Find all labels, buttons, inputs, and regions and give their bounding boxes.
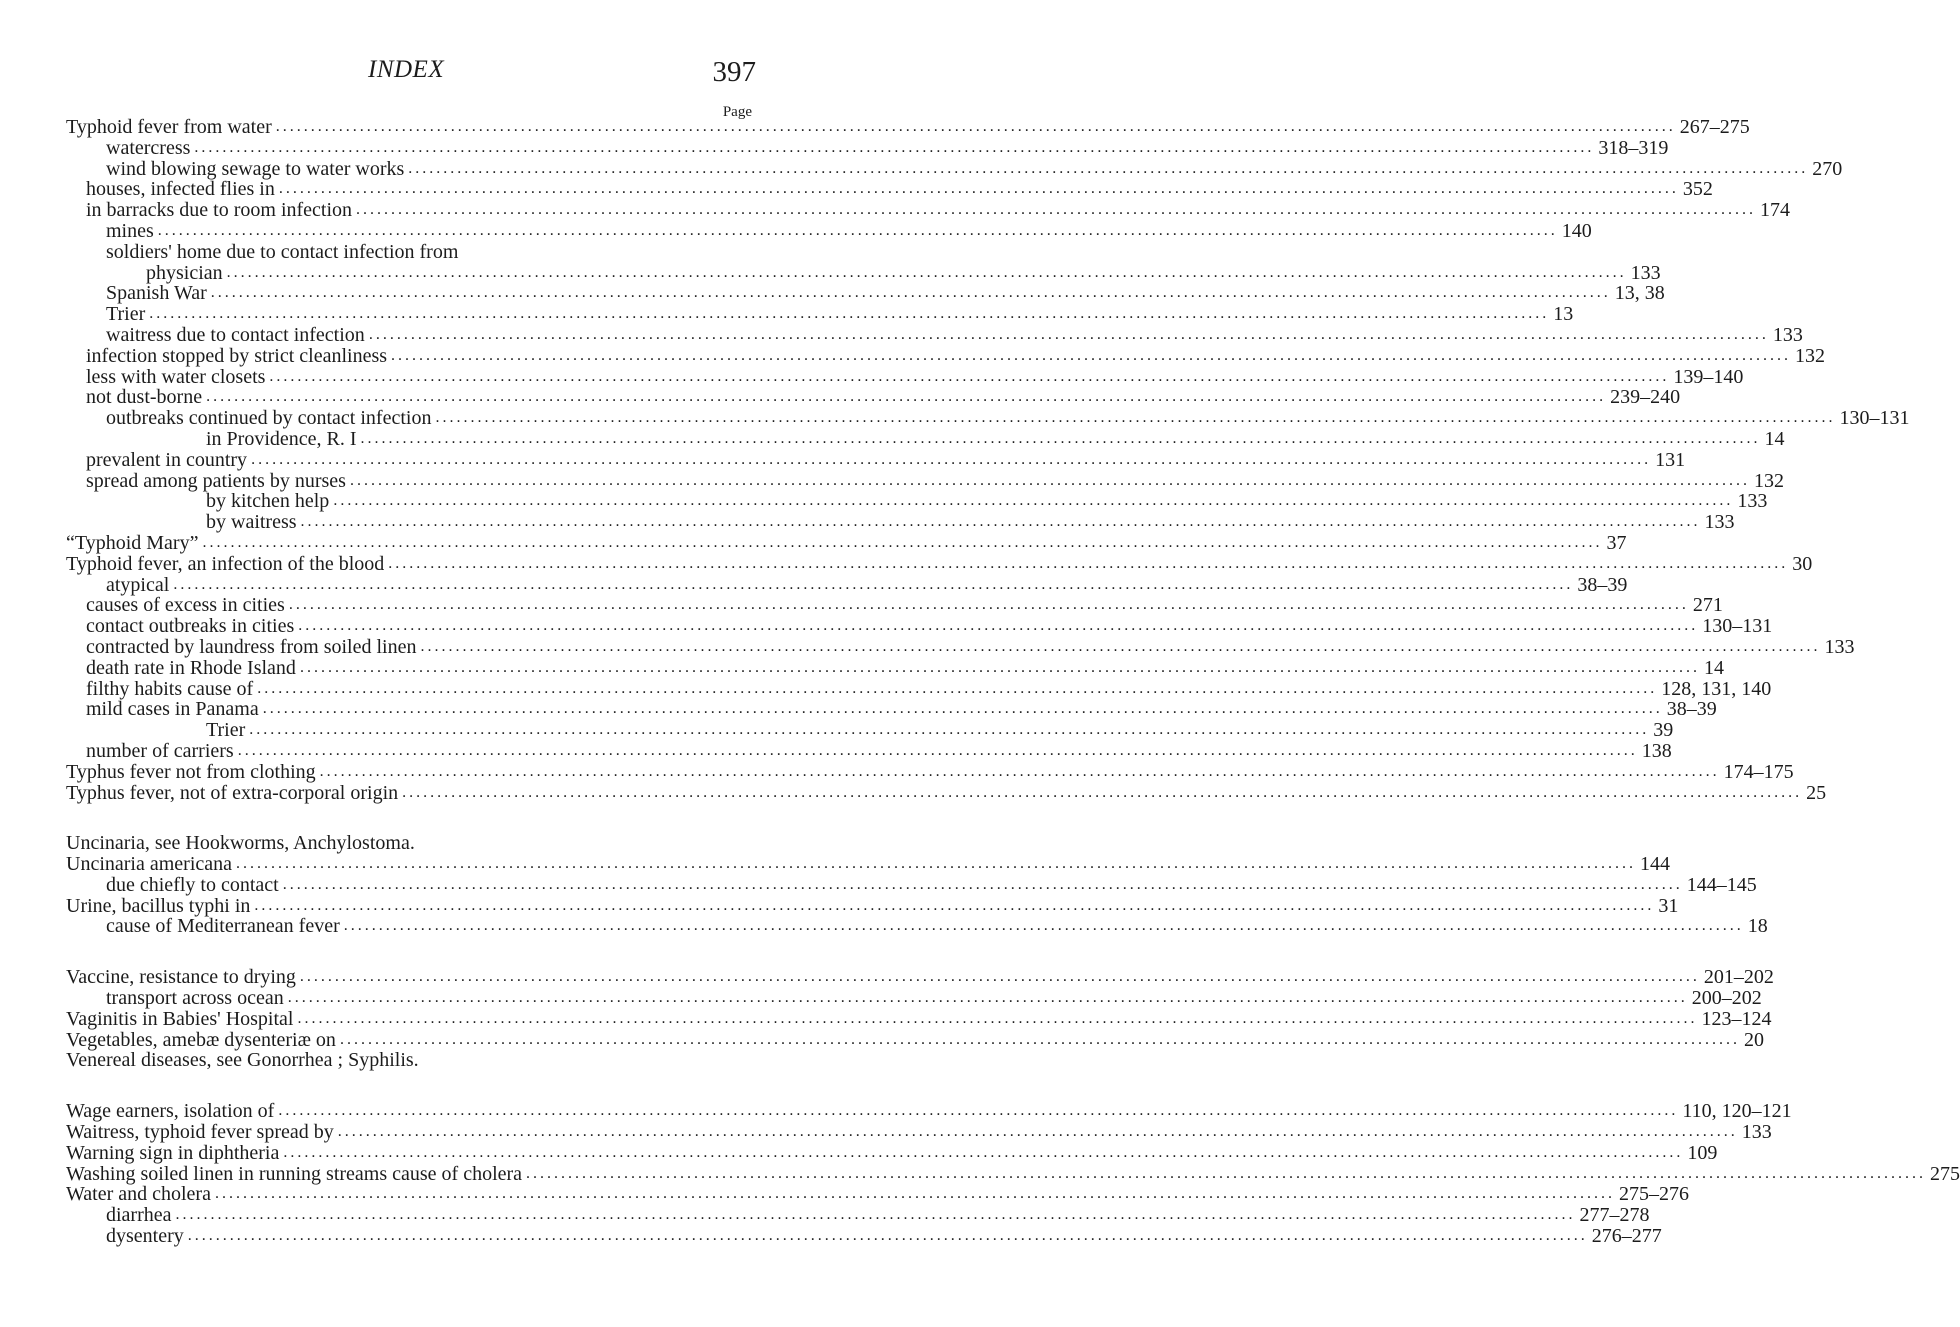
dot-leader: ........................................................................................................................................................................................................ <box>300 513 1701 531</box>
index-entry <box>0 987 1762 1010</box>
entry-page-ref: 318–319 <box>1598 136 1669 159</box>
dot-leader: ........................................................................................................................................................................................................ <box>288 596 1689 614</box>
dot-leader: ........................................................................................................................................................................................................ <box>187 1227 1588 1245</box>
entry-page-ref: 201–202 <box>1703 966 1774 989</box>
entry-page-ref: 128, 131, 140 <box>1661 677 1772 700</box>
entry-page-ref: 30 <box>1792 552 1813 575</box>
index-entry <box>0 760 1794 783</box>
entry-page-ref: 31 <box>1658 894 1679 917</box>
index-entry <box>0 915 1768 938</box>
entry-page-ref: 133 <box>1772 323 1803 346</box>
entry-text: Vaccine, resistance to drying <box>66 966 296 989</box>
entry-text: Washing soiled linen in running streams cause of cholera <box>66 1162 523 1185</box>
entry-text: death rate in Rhode Island <box>86 656 296 679</box>
index-entry <box>0 427 1785 450</box>
entry-text: causes of excess in cities <box>86 594 285 617</box>
index-entry <box>0 573 1628 596</box>
index-entry <box>0 469 1784 492</box>
entry-text: infection stopped by strict cleanliness <box>86 344 388 367</box>
entry-text: houses, infected flies in <box>86 178 275 201</box>
dot-leader: ........................................................................................................................................................................................................ <box>175 1206 1576 1224</box>
entry-text: by waitress <box>206 511 297 534</box>
dot-leader: ........................................................................................................................................................................................................ <box>206 388 1607 406</box>
index-entry <box>0 873 1757 896</box>
entry-page-ref: 14 <box>1703 656 1724 679</box>
entry-page-ref: 13, 38 <box>1614 282 1665 305</box>
entry-text: Warning sign in diphtheria <box>66 1141 280 1164</box>
index-entry <box>0 635 1855 658</box>
entry-page-ref: 276–277 <box>1591 1225 1662 1248</box>
index-entry <box>0 407 1910 430</box>
entry-text: Spanish War <box>106 282 207 305</box>
entry-text: Typhoid fever, an infection of the blood <box>66 552 385 575</box>
entry-page-ref: 174 <box>1760 199 1791 222</box>
entry-text: Water and cholera <box>66 1183 211 1206</box>
entry-text: spread among patients by nurses <box>86 469 346 492</box>
index-entry <box>0 698 1717 721</box>
dot-leader: ........................................................................................................................................................................................................ <box>269 367 1670 385</box>
entry-text: Typhus fever not from clothing <box>66 760 316 783</box>
entry-text: Typhus fever, not of extra-corporal origin <box>66 781 399 804</box>
entry-text: Venereal diseases, see Gonorrhea ; Syphilis. <box>66 1049 419 1072</box>
index-entry <box>0 1162 1960 1185</box>
entry-text: Waitress, typhoid fever spread by <box>66 1121 334 1144</box>
index-entries <box>0 116 1960 1248</box>
dot-leader: ........................................................................................................................................................................................................ <box>408 159 1809 177</box>
index-entry <box>0 1121 1772 1144</box>
entry-text: number of carriers <box>86 739 234 762</box>
entry-text: Vaginitis in Babies' Hospital <box>66 1007 294 1030</box>
index-entry <box>0 677 1772 700</box>
entry-text: soldiers' home due to contact infection from <box>106 240 459 263</box>
index-entry <box>0 1050 801 1071</box>
dot-leader: ........................................................................................................................................................................................................ <box>251 450 1652 468</box>
index-entry <box>0 739 1672 762</box>
dot-leader: ........................................................................................................................................................................................................ <box>275 118 1676 135</box>
entry-page-ref: 123–124 <box>1701 1007 1772 1030</box>
entry-text: not dust-borne <box>86 386 203 409</box>
index-entry <box>0 656 1724 679</box>
dot-leader: ........................................................................................................................................................................................................ <box>333 492 1734 510</box>
entry-text: less with water closets <box>86 365 266 388</box>
dot-leader: ........................................................................................................................................................................................................ <box>360 429 1761 447</box>
entry-page-ref: 174–175 <box>1723 760 1794 783</box>
entry-page-ref: 133 <box>1824 635 1855 658</box>
dot-leader: ........................................................................................................................................................................................................ <box>356 201 1757 219</box>
entry-text: “Typhoid Mary” <box>66 531 199 554</box>
index-entry <box>0 511 1735 534</box>
index-entry <box>0 615 1773 638</box>
index-entry <box>0 448 1686 471</box>
section-gap <box>0 1071 801 1101</box>
entry-page-ref: 132 <box>1753 469 1784 492</box>
dot-leader: ........................................................................................................................................................................................................ <box>254 896 1655 914</box>
entry-text: Typhoid fever from water <box>66 116 272 138</box>
entry-page-ref: 25 <box>1806 781 1827 804</box>
page-number: 397 <box>712 56 756 88</box>
entry-page-ref: 13 <box>1553 303 1574 326</box>
index-entry <box>0 1100 1792 1123</box>
entry-text: Trier <box>106 303 146 326</box>
dot-leader: ........................................................................................................................................................................................................ <box>319 762 1720 780</box>
entry-page-ref: 271 <box>1692 594 1723 617</box>
entry-page-ref: 270 <box>1812 157 1843 180</box>
dot-leader: ........................................................................................................................................................................................................ <box>339 1030 1740 1048</box>
index-entry <box>0 116 1750 138</box>
section-gap <box>0 937 801 967</box>
entry-text: Urine, bacillus typhi in <box>66 894 251 917</box>
index-entry <box>0 303 1574 326</box>
entry-text: transport across ocean <box>106 987 284 1010</box>
index-entry <box>0 833 801 854</box>
dot-leader: ........................................................................................................................................................................................................ <box>337 1123 1738 1141</box>
dot-leader: ........................................................................................................................................................................................................ <box>420 637 1821 655</box>
dot-leader: ........................................................................................................................................................................................................ <box>226 263 1627 281</box>
index-entry <box>0 1028 1764 1051</box>
entry-text: prevalent in country <box>86 448 248 471</box>
entry-page-ref: 138 <box>1641 739 1672 762</box>
dot-leader: ........................................................................................................................................................................................................ <box>262 700 1663 718</box>
entry-page-ref: 133 <box>1704 511 1735 534</box>
entry-text: contracted by laundress from soiled linen <box>86 635 417 658</box>
entry-page-ref: 14 <box>1764 427 1785 450</box>
running-title: INDEX <box>368 56 445 83</box>
index-entry <box>0 966 1774 989</box>
dot-leader: ........................................................................................................................................................................................................ <box>368 325 1769 343</box>
dot-leader: ........................................................................................................................................................................................................ <box>298 617 1699 635</box>
entry-page-ref: 239–240 <box>1610 386 1681 409</box>
index-entry <box>0 1183 1689 1206</box>
section-gap <box>0 803 801 833</box>
entry-page-ref: 109 <box>1687 1141 1718 1164</box>
dot-leader: ........................................................................................................................................................................................................ <box>287 989 1688 1007</box>
entry-text: dysentery <box>106 1225 184 1248</box>
dot-leader: ........................................................................................................................................................................................................ <box>299 658 1700 676</box>
index-entry <box>0 178 1713 201</box>
index-entry <box>0 490 1768 513</box>
entry-page-ref: 144 <box>1640 853 1671 876</box>
entry-text: Vegetables, amebæ dysenteriæ on <box>66 1028 336 1051</box>
entry-text: Uncinaria, see Hookworms, Anchylostoma. <box>66 832 415 855</box>
index-entry <box>0 781 1827 804</box>
index-entry <box>0 1007 1772 1030</box>
entry-page-ref: 37 <box>1606 531 1627 554</box>
entry-page-ref: 352 <box>1682 178 1713 201</box>
index-entry <box>0 594 1723 617</box>
entry-text: wind blowing sewage to water works <box>106 157 405 180</box>
index-entry <box>0 344 1826 367</box>
entry-text: outbreaks continued by contact infection <box>106 407 432 430</box>
index-entry <box>0 853 1671 876</box>
dot-leader: ........................................................................................................................................................................................................ <box>282 875 1683 893</box>
entry-text: Wage earners, isolation of <box>66 1100 275 1123</box>
entry-page-ref: 110, 120–121 <box>1682 1100 1792 1123</box>
entry-page-ref: 18 <box>1747 915 1768 938</box>
dot-leader: ........................................................................................................................................................................................................ <box>237 741 1638 759</box>
entry-text: contact outbreaks in cities <box>86 615 295 638</box>
dot-leader: ........................................................................................................................................................................................................ <box>388 554 1789 572</box>
dot-leader: ........................................................................................................................................................................................................ <box>278 1102 1679 1120</box>
index-entry <box>0 365 1744 388</box>
entry-page-ref: 140 <box>1561 219 1592 242</box>
entry-page-ref: 275 <box>1930 1162 1960 1185</box>
entry-text: in Providence, R. I <box>206 427 357 450</box>
index-entry <box>0 894 1679 917</box>
dot-leader: ........................................................................................................................................................................................................ <box>210 284 1611 302</box>
entry-text: filthy habits cause of <box>86 677 254 700</box>
index-entry <box>0 136 1669 159</box>
entry-page-ref: 132 <box>1795 344 1826 367</box>
dot-leader: ........................................................................................................................................................................................................ <box>173 575 1574 593</box>
dot-leader: ........................................................................................................................................................................................................ <box>299 968 1700 986</box>
entry-page-ref: 277–278 <box>1579 1204 1650 1227</box>
running-header <box>0 56 801 96</box>
index-entry <box>0 261 1661 284</box>
entry-page-ref: 144–145 <box>1686 873 1757 896</box>
dot-leader: ........................................................................................................................................................................................................ <box>526 1164 1927 1182</box>
dot-leader: ........................................................................................................................................................................................................ <box>257 679 1658 697</box>
index-entry <box>0 242 801 263</box>
entry-text: due chiefly to contact <box>106 873 279 896</box>
dot-leader: ........................................................................................................................................................................................................ <box>236 855 1637 873</box>
entry-page-ref: 38–39 <box>1666 698 1717 721</box>
dot-leader: ........................................................................................................................................................................................................ <box>349 471 1750 489</box>
dot-leader: ........................................................................................................................................................................................................ <box>157 221 1558 239</box>
entry-page-ref: 131 <box>1655 448 1686 471</box>
entry-text: mild cases in Panama <box>86 698 259 721</box>
entry-text: by kitchen help <box>206 490 330 513</box>
entry-page-ref: 130–131 <box>1702 615 1773 638</box>
index-entry <box>0 282 1665 305</box>
entry-page-ref: 133 <box>1737 490 1768 513</box>
dot-leader: ........................................................................................................................................................................................................ <box>297 1009 1698 1027</box>
index-entry <box>0 1225 1662 1248</box>
entry-text: waitress due to contact infection <box>106 323 365 346</box>
index-entry <box>0 531 1627 554</box>
dot-leader: ........................................................................................................................................................................................................ <box>214 1185 1615 1203</box>
index-entry <box>0 552 1813 575</box>
entry-page-ref: 130–131 <box>1839 407 1910 430</box>
entry-text: Uncinaria americana <box>66 853 233 876</box>
index-entry <box>0 1204 1650 1227</box>
entry-text: physician <box>146 261 223 284</box>
entry-text: diarrhea <box>106 1204 172 1227</box>
entry-page-ref: 133 <box>1630 261 1661 284</box>
dot-leader: ........................................................................................................................................................................................................ <box>249 721 1650 739</box>
entry-text: watercress <box>106 136 191 159</box>
entry-text: mines <box>106 219 154 242</box>
page-column-label: Page <box>722 104 752 120</box>
entry-text: atypical <box>106 573 170 596</box>
index-entry <box>0 386 1681 409</box>
entry-page-ref: 38–39 <box>1577 573 1628 596</box>
dot-leader: ........................................................................................................................................................................................................ <box>402 783 1803 801</box>
entry-page-ref: 200–202 <box>1691 987 1762 1010</box>
dot-leader: ........................................................................................................................................................................................................ <box>391 346 1792 364</box>
entry-page-ref: 20 <box>1743 1028 1764 1051</box>
dot-leader: ........................................................................................................................................................................................................ <box>202 533 1603 551</box>
index-entry <box>0 719 1674 742</box>
dot-leader: ........................................................................................................................................................................................................ <box>278 180 1679 198</box>
entry-page-ref: 133 <box>1741 1121 1772 1144</box>
index-entry <box>0 1141 1718 1164</box>
entry-text: in barracks due to room infection <box>86 199 353 222</box>
dot-leader: ........................................................................................................................................................................................................ <box>283 1143 1684 1161</box>
entry-page-ref: 275–276 <box>1618 1183 1689 1206</box>
dot-leader: ........................................................................................................................................................................................................ <box>194 138 1595 156</box>
entry-text: cause of Mediterranean fever <box>106 915 340 938</box>
dot-leader: ........................................................................................................................................................................................................ <box>149 305 1550 323</box>
index-entry <box>0 199 1791 222</box>
index-entry <box>0 219 1592 242</box>
dot-leader: ........................................................................................................................................................................................................ <box>343 917 1744 935</box>
dot-leader: ........................................................................................................................................................................................................ <box>435 409 1836 427</box>
entry-page-ref: 139–140 <box>1673 365 1744 388</box>
entry-page-ref: 39 <box>1653 719 1674 742</box>
index-entry <box>0 323 1803 346</box>
entry-page-ref: 267–275 <box>1679 116 1750 138</box>
index-entry <box>0 157 1843 180</box>
entry-text: Trier <box>206 719 246 742</box>
